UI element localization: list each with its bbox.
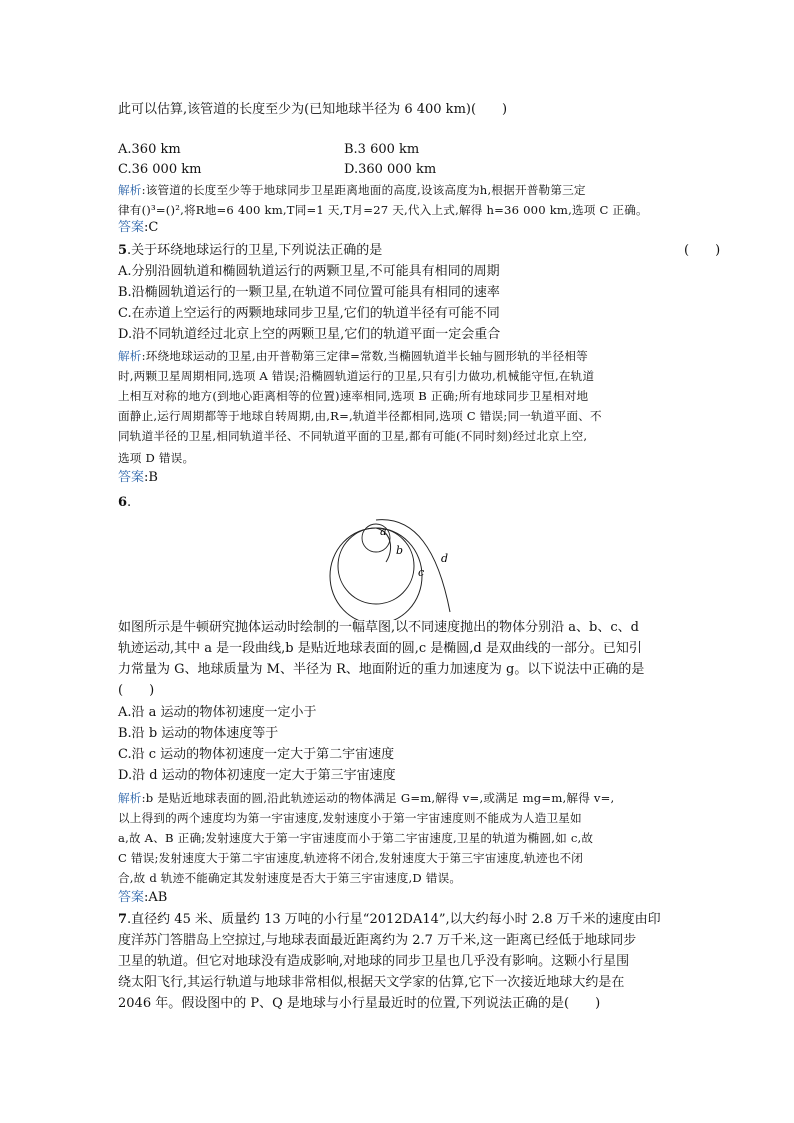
q6-stem-line-2: 轨迹运动,其中 a 是一段曲线,b 是贴近地球表面的圆,c 是椭圆,d 是双曲线的一部分。已知引 [118,641,642,656]
q5-stem [118,243,382,259]
analysis-text: :b 是贴近地球表面的圆,沿此轨迹运动的物体满足 G=m,解得 v=,或满足 mg=m,解得 v=, [141,791,615,805]
q5-option-d: D.沿不同轨道经过北京上空的两颗卫星,它们的轨道平面一定会重合 [118,327,501,342]
q4-option-a: A.360 km [118,142,181,157]
q6-answer [118,890,167,906]
question-number: 6 [118,495,128,510]
newton-orbit-figure [320,510,460,620]
question-dot: . [127,495,132,510]
figure-label-a: a [380,525,387,538]
q4-option-b: B.3 600 km [344,142,420,157]
q4-analysis-line-1 [118,182,586,198]
q5-answer-paren: ( ) [684,243,721,258]
answer-label: 答案 [118,890,145,905]
answer-label: 答案 [118,470,145,485]
q5-analysis-line-2: 时,两颗卫星周期相同,选项 A 错误;沿椭圆轨道运行的卫星,只有引力做功,机械能守恒,在轨道 [118,369,595,383]
q6-analysis-line-5: 合,故 d 轨迹不能确定其发射速度是否大于第三宇宙速度,D 错误。 [118,871,462,885]
earth-circle-b [338,528,414,604]
q6-option-b: B.沿 b 运动的物体速度等于 [118,726,279,741]
q5-option-b: B.沿椭圆轨道运行的一颗卫星,在轨道不同位置可能具有相同的速率 [118,285,500,300]
q6-option-d: D.沿 d 运动的物体初速度一定大于第三宇宙速度 [118,768,396,783]
answer-label: 答案 [118,220,145,235]
q5-analysis-line-5: 同轨道半径的卫星,相同轨道半径、不同轨道平面的卫星,都有可能(不同时刻)经过北京上空, [118,429,588,443]
q4-answer [118,220,158,236]
answer-value: :C [144,220,159,235]
q6-stem-line-1: 如图所示是牛顿研究抛体运动时绘制的一幅草图,以不同速度抛出的物体分别沿 a、b、c、d [118,620,639,635]
analysis-text: :环绕地球运动的卫星,由开普勒第三定律=常数,当椭圆轨道半长轴与圆形轨的半径相等 [141,349,588,363]
q6-stem-line-4: ( ) [118,683,155,698]
q6-analysis-line-4: C 错误;发射速度大于第二宇宙速度,轨迹将不闭合,发射速度大于第三宇宙速度,轨迹也不闭 [118,851,584,865]
q5-answer [118,470,158,486]
q7-stem-line-1 [118,912,661,928]
question-number: 7 [118,912,128,927]
q7-stem-line-3: 卫星的轨道。但它对地球没有造成影响,对地球的同步卫星也几乎没有影响。这颗小行星围 [118,954,630,969]
q6-analysis-line-2: 以上得到的两个速度均为第一宇宙速度,发射速度小于第一宇宙速度则不能成为人造卫星如 [118,811,582,825]
q7-stem-line-5: 2046 年。假设图中的 P、Q 是地球与小行星最近时的位置,下列说法正确的是( ) [118,996,601,1011]
q7-stem-line-4: 绕太阳飞行,其运行轨道与地球非常相似,根据天文学家的估算,它下一次接近地球大约是在 [118,975,625,990]
figure-label-b: b [396,544,404,557]
q6-option-a: A.沿 a 运动的物体初速度一定小于 [118,705,317,720]
question-number: 5 [118,243,128,258]
q4-option-c: C.36 000 km [118,162,202,177]
q4-stem-tail: 此可以估算,该管道的长度至少为(已知地球半径为 6 400 km)( ) [118,102,508,117]
analysis-label: 解析 [118,791,142,805]
answer-value: :AB [144,890,168,905]
q5-analysis-line-4: 面静止,运行周期都等于地球自转周期,由,R=,轨道半径都相同,选项 C 错误;同一轨道平面、不 [118,409,602,423]
q5-analysis-line-6: 选项 D 错误。 [118,451,195,465]
q4-option-row-1 [118,142,420,158]
q5-analysis-line-3: 上相互对称的地方(到地心距离相等的位置)速率相同,选项 B 正确;所有地球同步卫星相对地 [118,389,589,403]
q6-number [118,495,131,511]
analysis-label: 解析 [118,349,142,363]
q6-option-c: C.沿 c 运动的物体初速度一定大于第二宇宙速度 [118,747,395,762]
q5-analysis-line-1 [118,348,588,364]
question-text: .直径约 45 米、质量约 13 万吨的小行星“2012DA14”,以大约每小时 2.8 万千米的速度由印 [127,912,661,927]
q4-option-d: D.360 000 km [344,162,437,177]
figure-label-d: d [441,552,449,565]
q5-option-c: C.在赤道上空运行的两颗地球同步卫星,它们的轨道半径有可能不同 [118,306,500,321]
ellipse-orbit-c [330,528,425,620]
figure-label-c: c [418,566,425,579]
analysis-text: :该管道的长度至少等于地球同步卫星距离地面的高度,设该高度为h,根据开普勒第三定 [141,183,586,197]
question-text: .关于环绕地球运行的卫星,下列说法正确的是 [127,243,383,258]
q7-stem-line-2: 度洋苏门答腊岛上空掠过,与地球表面最近距离约为 2.7 万千米,这一距离已经低于地球同步 [118,933,637,948]
hyperbola-d [376,520,450,612]
q6-stem-line-3: 力常量为 G、地球质量为 M、半径为 R、地面附近的重力加速度为 g。以下说法中正确的是 [118,662,645,677]
q6-analysis-line-1 [118,790,614,806]
q5-option-a: A.分别沿圆轨道和椭圆轨道运行的两颗卫星,不可能具有相同的周期 [118,264,500,279]
q6-analysis-line-3: a,故 A、B 正确;发射速度大于第一宇宙速度而小于第二宇宙速度,卫星的轨道为椭圆,如 c,故 [118,831,594,845]
answer-value: :B [144,470,158,485]
q4-analysis-line-2: 律有()³=()²,将R地=6 400 km,T同=1 天,T月=27 天,代入上式,解得 h=36 000 km,选项 C 正确。 [118,203,648,217]
analysis-label: 解析 [118,183,142,197]
q4-option-row-2 [118,162,437,178]
